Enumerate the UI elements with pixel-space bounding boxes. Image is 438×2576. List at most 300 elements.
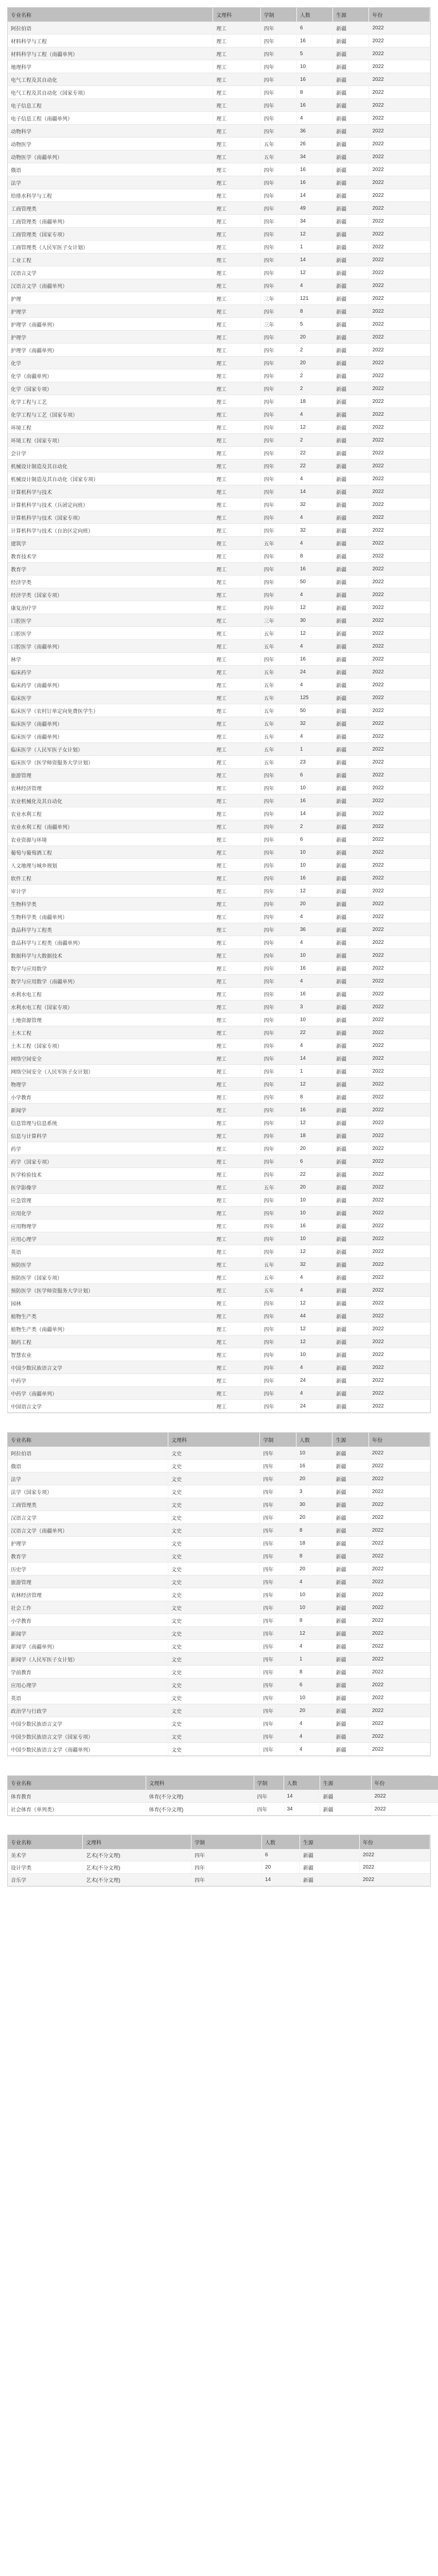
col-origin-cell: 新疆 (333, 253, 369, 266)
col-origin-cell: 新疆 (332, 1730, 369, 1743)
col-major-cell: 给排水科学与工程 (8, 189, 213, 202)
col-year-cell: 2022 (369, 498, 430, 511)
col-origin-cell: 新疆 (333, 820, 369, 833)
table-row (8, 1717, 430, 1730)
col-count-cell: 20 (296, 357, 332, 369)
col-count-cell: 20 (296, 1704, 332, 1717)
col-year-cell: 2022 (369, 820, 430, 833)
table-row (8, 1704, 430, 1717)
col-year-cell: 2022 (369, 1181, 430, 1194)
col-count-cell: 8 (296, 86, 332, 99)
col-duration-cell: 四年 (260, 125, 296, 138)
col-origin-cell: 新疆 (333, 241, 369, 253)
col-year-cell: 2022 (369, 421, 430, 434)
col-count-cell: 14 (296, 1052, 332, 1065)
col-year-cell: 2022 (369, 1588, 430, 1601)
col-origin-cell: 新疆 (333, 1052, 369, 1065)
table-row (8, 253, 430, 266)
col-year-cell: 2022 (369, 717, 430, 730)
col-category-cell: 文史 (168, 1666, 259, 1679)
table-row (8, 1194, 430, 1207)
col-count-cell: 8 (296, 1524, 332, 1537)
col-origin-cell: 新疆 (333, 897, 369, 910)
col-major-cell: 中国少数民族语言文学 (8, 1361, 213, 1374)
col-duration-cell: 四年 (260, 962, 296, 975)
col-origin-cell: 新疆 (333, 524, 369, 537)
admission-table-arts (7, 1835, 431, 1887)
col-duration-cell: 四年 (260, 279, 296, 292)
col-category-cell: 文史 (168, 1627, 259, 1640)
table-row (8, 859, 430, 872)
col-count-cell: 12 (296, 885, 332, 897)
col-year-cell: 2022 (359, 1874, 430, 1886)
table-row (8, 1348, 430, 1361)
col-major-cell: 农业机械化及其自动化 (8, 794, 213, 807)
col-count-cell: 16 (296, 794, 332, 807)
col-origin-cell: 新疆 (333, 73, 369, 86)
col-duration-cell: 四年 (260, 897, 296, 910)
table-row (8, 1091, 430, 1104)
col-major-cell: 环境工程（国家专项） (8, 434, 213, 447)
col-category-cell: 理工 (213, 408, 260, 421)
column-header-year: 年份 (369, 1433, 430, 1447)
col-origin-cell: 新疆 (333, 86, 369, 99)
col-duration-cell: 四年 (260, 1704, 296, 1717)
col-origin-cell: 新疆 (333, 1232, 369, 1245)
col-count-cell: 10 (296, 846, 332, 859)
col-major-cell: 农业资源与环境 (8, 833, 213, 846)
col-duration-cell: 四年 (260, 769, 296, 782)
col-category-cell: 理工 (213, 331, 260, 344)
col-major-cell: 应用物理学 (8, 1219, 213, 1232)
col-origin-cell: 新疆 (333, 1207, 369, 1219)
col-major-cell: 生物科学类 (8, 897, 213, 910)
col-major-cell: 工商管理类（南疆单列） (8, 215, 213, 228)
col-count-cell: 14 (296, 485, 332, 498)
col-major-cell: 中国语言文学 (8, 1400, 213, 1413)
col-duration-cell: 四年 (254, 1803, 284, 1816)
table-row (8, 1575, 430, 1588)
col-major-cell: 会计学 (8, 447, 213, 460)
col-category-cell: 理工 (213, 1052, 260, 1065)
col-count-cell: 2 (296, 382, 332, 395)
col-category-cell: 理工 (213, 524, 260, 537)
col-duration-cell: 四年 (260, 1052, 296, 1065)
col-year-cell: 2022 (369, 988, 430, 1001)
col-duration-cell: 四年 (260, 1588, 296, 1601)
col-origin-cell: 新疆 (333, 717, 369, 730)
col-year-cell: 2022 (369, 395, 430, 408)
col-duration-cell: 五年 (260, 730, 296, 743)
col-count-cell: 24 (296, 1374, 332, 1387)
table-row (8, 872, 430, 885)
col-major-cell: 软件工程 (8, 872, 213, 885)
col-count-cell: 22 (296, 1026, 332, 1039)
col-category-cell: 理工 (213, 1091, 260, 1104)
col-category-cell: 理工 (213, 318, 260, 331)
col-major-cell: 电子信息工程（南疆单列） (8, 112, 213, 125)
col-origin-cell: 新疆 (300, 1849, 359, 1861)
col-major-cell: 数学与应用数学 (8, 962, 213, 975)
table-row (8, 215, 430, 228)
col-year-cell: 2022 (369, 1730, 430, 1743)
col-major-cell: 医学检验技术 (8, 1168, 213, 1181)
col-duration-cell: 四年 (260, 1361, 296, 1374)
col-major-cell: 俄语 (8, 163, 213, 176)
col-category-cell: 理工 (213, 923, 260, 936)
col-duration-cell: 四年 (260, 820, 296, 833)
table-row (8, 1743, 430, 1756)
col-major-cell: 汉语言文学（南疆单列） (8, 1524, 168, 1537)
col-major-cell: 口腔医学 (8, 614, 213, 627)
col-year-cell: 2022 (369, 189, 430, 202)
col-year-cell: 2022 (369, 1155, 430, 1168)
column-header-origin: 生源 (333, 8, 369, 22)
col-major-cell: 药学 (8, 1142, 213, 1155)
col-major-cell: 临床医学（医学师资服务大学计划） (8, 756, 213, 769)
col-duration-cell: 四年 (260, 1104, 296, 1116)
col-duration-cell: 四年 (260, 35, 296, 47)
col-year-cell: 2022 (369, 1168, 430, 1181)
col-year-cell: 2022 (369, 163, 430, 176)
col-year-cell: 2022 (369, 138, 430, 150)
col-count-cell: 50 (296, 575, 332, 588)
col-origin-cell: 新疆 (333, 1297, 369, 1310)
col-major-cell: 临床药学（南疆单列） (8, 679, 213, 691)
table-row (8, 1601, 430, 1614)
col-count-cell: 16 (296, 872, 332, 885)
table-row (8, 1679, 430, 1691)
col-year-cell: 2022 (369, 1743, 430, 1756)
col-origin-cell: 新疆 (332, 1614, 369, 1627)
col-origin-cell: 新疆 (332, 1485, 369, 1498)
col-major-cell: 预防医学（国家专项） (8, 1271, 213, 1284)
col-major-cell: 新闻学（南疆单列） (8, 1640, 168, 1653)
col-major-cell: 动物科学 (8, 125, 213, 138)
col-year-cell: 2022 (359, 1849, 430, 1861)
col-category-cell: 艺术(不分文理) (83, 1849, 191, 1861)
col-duration-cell: 四年 (260, 936, 296, 949)
col-origin-cell: 新疆 (333, 1400, 369, 1413)
col-category-cell: 理工 (213, 640, 260, 653)
col-count-cell: 16 (296, 962, 332, 975)
col-major-cell: 材料科学与工程（南疆单列） (8, 47, 213, 60)
table-row (8, 1104, 430, 1116)
col-origin-cell: 新疆 (333, 794, 369, 807)
col-year-cell: 2022 (369, 1460, 430, 1472)
col-category-cell: 文史 (168, 1691, 259, 1704)
table-row (8, 910, 430, 923)
col-duration-cell: 四年 (260, 949, 296, 962)
col-major-cell: 数据科学与大数据技术 (8, 949, 213, 962)
table-row (8, 820, 430, 833)
col-duration-cell: 四年 (260, 1563, 296, 1575)
col-count-cell: 32 (296, 524, 332, 537)
col-count-cell: 8 (296, 1091, 332, 1104)
col-category-cell: 理工 (213, 1271, 260, 1284)
col-origin-cell: 新疆 (300, 1861, 359, 1874)
col-origin-cell: 新疆 (333, 331, 369, 344)
col-category-cell: 理工 (213, 563, 260, 575)
col-count-cell: 10 (296, 1447, 332, 1460)
col-count-cell: 20 (296, 1181, 332, 1194)
col-duration-cell: 四年 (260, 22, 296, 35)
col-duration-cell: 四年 (260, 1640, 296, 1653)
col-origin-cell: 新疆 (320, 1790, 371, 1803)
col-duration-cell: 四年 (260, 1219, 296, 1232)
column-header-count: 人数 (284, 1776, 320, 1790)
col-duration-cell: 四年 (260, 1335, 296, 1348)
col-origin-cell: 新疆 (300, 1874, 359, 1886)
table-row (8, 1310, 430, 1323)
col-year-cell: 2022 (369, 1524, 430, 1537)
col-year-cell: 2022 (369, 1679, 430, 1691)
col-duration-cell: 五年 (260, 704, 296, 717)
col-duration-cell: 四年 (260, 73, 296, 86)
col-count-cell: 2 (296, 434, 332, 447)
col-year-cell: 2022 (369, 1485, 430, 1498)
table-row (8, 498, 430, 511)
col-duration-cell: 四年 (260, 1348, 296, 1361)
col-year-cell: 2022 (369, 1511, 430, 1524)
col-origin-cell: 新疆 (333, 923, 369, 936)
col-duration-cell: 四年 (260, 575, 296, 588)
column-header-major: 专业名称 (8, 8, 213, 22)
col-category-cell: 理工 (213, 35, 260, 47)
col-count-cell: 18 (296, 1537, 332, 1550)
col-year-cell: 2022 (369, 1116, 430, 1129)
col-category-cell: 理工 (213, 1001, 260, 1013)
table-row (8, 138, 430, 150)
col-count-cell: 20 (296, 897, 332, 910)
column-header-major: 专业名称 (8, 1776, 146, 1790)
col-major-cell: 临床药学 (8, 666, 213, 679)
col-origin-cell: 新疆 (333, 35, 369, 47)
col-year-cell: 2022 (369, 794, 430, 807)
col-major-cell: 临床医学（南疆单列） (8, 730, 213, 743)
col-count-cell: 8 (296, 305, 332, 318)
col-category-cell: 理工 (213, 614, 260, 627)
col-major-cell: 护理学（南疆单列） (8, 318, 213, 331)
table-row (8, 1511, 430, 1524)
col-duration-cell: 四年 (260, 1730, 296, 1743)
col-year-cell: 2022 (369, 1704, 430, 1717)
column-header-count: 人数 (262, 1835, 300, 1849)
col-duration-cell: 四年 (260, 266, 296, 279)
col-count-cell: 12 (296, 1335, 332, 1348)
col-year-cell: 2022 (369, 447, 430, 460)
col-duration-cell: 四年 (260, 1026, 296, 1039)
col-count-cell: 32 (296, 498, 332, 511)
table-row (8, 1181, 430, 1194)
col-major-cell: 信息与计算科学 (8, 1129, 213, 1142)
col-category-cell: 理工 (213, 86, 260, 99)
col-count-cell: 20 (262, 1861, 300, 1874)
col-count-cell: 36 (296, 923, 332, 936)
col-major-cell: 法学（国家专项） (8, 1485, 168, 1498)
col-count-cell: 4 (296, 640, 332, 653)
col-year-cell: 2022 (369, 1142, 430, 1155)
table-row (8, 1374, 430, 1387)
col-major-cell: 旅游管理 (8, 769, 213, 782)
col-duration-cell: 四年 (260, 807, 296, 820)
col-count-cell: 24 (296, 666, 332, 679)
col-category-cell: 理工 (213, 1297, 260, 1310)
col-origin-cell: 新疆 (333, 279, 369, 292)
col-origin-cell: 新疆 (333, 627, 369, 640)
col-origin-cell: 新疆 (333, 1091, 369, 1104)
col-duration-cell: 四年 (260, 846, 296, 859)
col-category-cell: 理工 (213, 872, 260, 885)
col-category-cell: 理工 (213, 279, 260, 292)
col-major-cell: 社会体育（单列类） (8, 1803, 146, 1816)
col-major-cell: 教育技术学 (8, 550, 213, 563)
col-duration-cell: 四年 (260, 331, 296, 344)
admission-table-liberal-arts (7, 1432, 431, 1756)
col-origin-cell: 新疆 (333, 292, 369, 305)
table-row (8, 1666, 430, 1679)
col-duration-cell: 四年 (260, 1091, 296, 1104)
col-count-cell: 16 (296, 563, 332, 575)
col-origin-cell: 新疆 (333, 1323, 369, 1335)
col-year-cell: 2022 (369, 99, 430, 112)
col-count-cell: 10 (296, 1348, 332, 1361)
col-count-cell: 10 (296, 1601, 332, 1614)
table-row (8, 86, 430, 99)
col-category-cell: 理工 (213, 1335, 260, 1348)
table-row (8, 1039, 430, 1052)
col-duration-cell: 五年 (260, 1271, 296, 1284)
col-duration-cell: 四年 (260, 460, 296, 472)
table-row (8, 1387, 430, 1400)
col-origin-cell: 新疆 (333, 1168, 369, 1181)
col-origin-cell: 新疆 (333, 691, 369, 704)
col-count-cell: 12 (296, 1297, 332, 1310)
table-row (8, 1323, 430, 1335)
col-count-cell: 10 (296, 60, 332, 73)
col-duration-cell: 四年 (260, 434, 296, 447)
col-category-cell: 理工 (213, 820, 260, 833)
col-year-cell: 2022 (369, 962, 430, 975)
col-origin-cell: 新疆 (320, 1803, 371, 1816)
col-category-cell: 理工 (213, 1026, 260, 1039)
col-major-cell: 化学 (8, 357, 213, 369)
col-origin-cell: 新疆 (332, 1627, 369, 1640)
col-duration-cell: 四年 (260, 550, 296, 563)
col-origin-cell: 新疆 (332, 1575, 369, 1588)
col-year-cell: 2022 (369, 1640, 430, 1653)
col-duration-cell: 四年 (260, 1691, 296, 1704)
col-category-cell: 理工 (213, 601, 260, 614)
col-origin-cell: 新疆 (333, 498, 369, 511)
table-row (8, 653, 430, 666)
col-major-cell: 旅游管理 (8, 1575, 168, 1588)
col-year-cell: 2022 (369, 575, 430, 588)
col-year-cell: 2022 (369, 614, 430, 627)
col-count-cell: 12 (296, 228, 332, 241)
data-table (8, 1433, 430, 1756)
header-row (8, 1776, 438, 1790)
col-year-cell: 2022 (369, 86, 430, 99)
col-duration-cell: 四年 (260, 1485, 296, 1498)
column-header-duration: 学制 (260, 8, 296, 22)
col-duration-cell: 四年 (260, 344, 296, 357)
col-year-cell: 2022 (369, 485, 430, 498)
col-year-cell: 2022 (369, 125, 430, 138)
col-origin-cell: 新疆 (333, 859, 369, 872)
col-major-cell: 化学（国家专项） (8, 382, 213, 395)
col-duration-cell: 四年 (260, 1460, 296, 1472)
col-year-cell: 2022 (369, 1666, 430, 1679)
col-count-cell: 30 (296, 614, 332, 627)
col-duration-cell: 四年 (260, 1323, 296, 1335)
table-row (8, 691, 430, 704)
col-category-cell: 理工 (213, 859, 260, 872)
table-row (8, 472, 430, 485)
table-row (8, 1691, 430, 1704)
col-category-cell: 理工 (213, 743, 260, 756)
col-count-cell: 22 (296, 460, 332, 472)
col-duration-cell: 四年 (260, 794, 296, 807)
table-row (8, 228, 430, 241)
col-major-cell: 电气工程及其自动化 (8, 73, 213, 86)
col-year-cell: 2022 (369, 1447, 430, 1460)
col-category-cell: 理工 (213, 1284, 260, 1297)
col-category-cell: 理工 (213, 22, 260, 35)
col-duration-cell: 四年 (260, 511, 296, 524)
col-count-cell: 12 (296, 627, 332, 640)
table-row (8, 1550, 430, 1563)
col-year-cell: 2022 (369, 1472, 430, 1485)
col-origin-cell: 新疆 (333, 421, 369, 434)
col-origin-cell: 新疆 (333, 395, 369, 408)
table-row (8, 150, 430, 163)
col-category-cell: 理工 (213, 215, 260, 228)
col-duration-cell: 四年 (260, 382, 296, 395)
col-year-cell: 2022 (369, 807, 430, 820)
col-category-cell: 理工 (213, 936, 260, 949)
col-origin-cell: 新疆 (333, 988, 369, 1001)
col-count-cell: 12 (296, 266, 332, 279)
col-category-cell: 文史 (168, 1460, 259, 1472)
col-major-cell: 护理学（南疆单列） (8, 344, 213, 357)
col-category-cell: 理工 (213, 653, 260, 666)
col-count-cell: 20 (296, 1472, 332, 1485)
col-origin-cell: 新疆 (333, 1194, 369, 1207)
col-year-cell: 2022 (369, 73, 430, 86)
col-category-cell: 理工 (213, 885, 260, 897)
col-count-cell: 5 (296, 318, 332, 331)
col-year-cell: 2022 (369, 691, 430, 704)
col-category-cell: 文史 (168, 1743, 259, 1756)
col-category-cell: 文史 (168, 1472, 259, 1485)
col-year-cell: 2022 (369, 627, 430, 640)
col-duration-cell: 四年 (260, 1537, 296, 1550)
col-duration-cell: 四年 (260, 202, 296, 215)
col-count-cell: 10 (296, 782, 332, 794)
col-major-cell: 阿拉伯语 (8, 22, 213, 35)
col-category-cell: 文史 (168, 1601, 259, 1614)
col-origin-cell: 新疆 (333, 601, 369, 614)
col-category-cell: 理工 (213, 910, 260, 923)
col-year-cell: 2022 (369, 1601, 430, 1614)
col-major-cell: 人文地理与城乡规划 (8, 859, 213, 872)
table-row (8, 163, 430, 176)
col-count-cell: 8 (296, 1614, 332, 1627)
data-table (8, 8, 430, 1413)
col-year-cell: 2022 (369, 1001, 430, 1013)
col-origin-cell: 新疆 (333, 1013, 369, 1026)
